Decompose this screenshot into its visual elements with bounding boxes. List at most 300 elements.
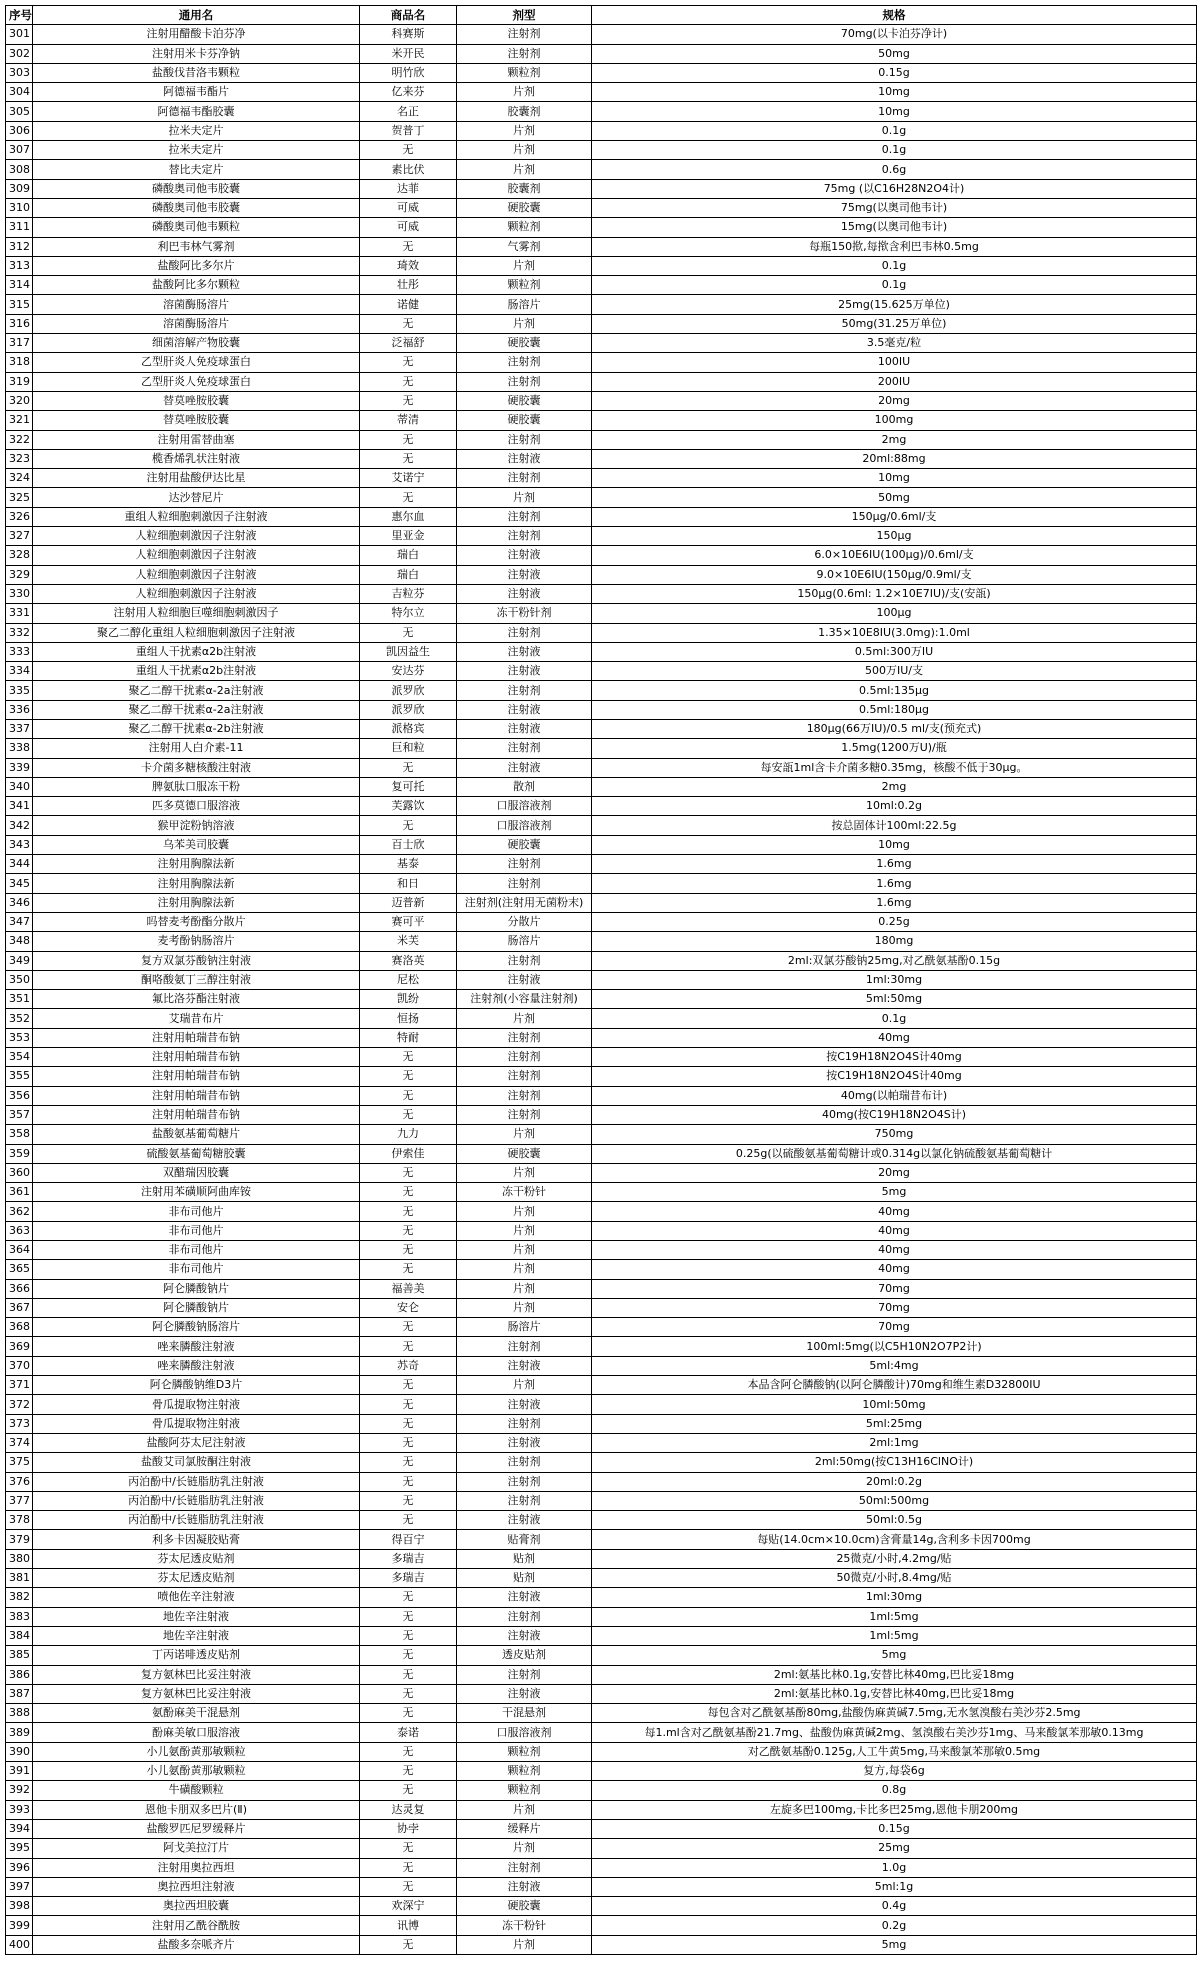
generic-name-cell: 替莫唑胺胶囊 (33, 411, 360, 430)
specification-cell: 10ml:50mg (592, 1395, 1197, 1414)
generic-name-cell: 地佐辛注射液 (33, 1607, 360, 1626)
dosage-form-cell: 颗粒剂 (457, 218, 592, 237)
table-row (6, 1665, 1197, 1684)
table-row (6, 527, 1197, 546)
table-row (6, 816, 1197, 835)
spreadsheet (5, 5, 1197, 1955)
brand-name-cell: 无 (360, 1376, 457, 1395)
generic-name-cell: 氟比洛芬酯注射液 (33, 990, 360, 1009)
specification-cell: 50mg(31.25万单位) (592, 314, 1197, 333)
table-row (6, 1028, 1197, 1047)
generic-name-cell: 注射用胸腺法新 (33, 855, 360, 874)
table-row (6, 584, 1197, 603)
specification-cell: 5ml:1g (592, 1877, 1197, 1896)
generic-name-cell: 乌苯美司胶囊 (33, 835, 360, 854)
serial-number-cell: 326 (6, 507, 33, 526)
table-row (6, 1819, 1197, 1838)
serial-number-cell: 331 (6, 604, 33, 623)
specification-cell: 50ml:0.5g (592, 1511, 1197, 1530)
specification-cell: 每瓶150揿,每揿含利巴韦林0.5mg (592, 237, 1197, 256)
dosage-form-cell: 硬胶囊 (457, 198, 592, 217)
generic-name-cell: 丙泊酚中/长链脂肪乳注射液 (33, 1491, 360, 1510)
serial-number-cell: 335 (6, 681, 33, 700)
specification-cell: 50微克/小时,8.4mg/贴 (592, 1569, 1197, 1588)
serial-number-cell: 349 (6, 951, 33, 970)
brand-name-cell: 米芙 (360, 932, 457, 951)
specification-cell: 25微克/小时,4.2mg/贴 (592, 1549, 1197, 1568)
table-row (6, 25, 1197, 44)
brand-name-cell: 无 (360, 391, 457, 410)
serial-number-cell: 398 (6, 1897, 33, 1916)
table-row (6, 507, 1197, 526)
brand-name-cell: 蒂清 (360, 411, 457, 430)
table-row (6, 1067, 1197, 1086)
serial-number-cell: 324 (6, 469, 33, 488)
dosage-form-cell: 片剂 (457, 83, 592, 102)
specification-cell: 1ml:5mg (592, 1607, 1197, 1626)
brand-name-cell: 安仑 (360, 1298, 457, 1317)
table-row (6, 1781, 1197, 1800)
generic-name-cell: 匹多莫德口服溶液 (33, 797, 360, 816)
specification-cell: 每包含对乙酰氨基酚80mg,盐酸伪麻黄碱7.5mg,无水氢溴酸右美沙芬2.5mg (592, 1704, 1197, 1723)
specification-cell: 40mg(以帕瑞昔布计) (592, 1086, 1197, 1105)
specification-cell: 按总固体计100ml:22.5g (592, 816, 1197, 835)
serial-number-cell: 378 (6, 1511, 33, 1530)
table-row (6, 1684, 1197, 1703)
brand-name-cell: 特尔立 (360, 604, 457, 623)
generic-name-cell: 小儿氨酚黄那敏颗粒 (33, 1762, 360, 1781)
table-row (6, 1723, 1197, 1742)
specification-cell: 按C19H18N2O4S计40mg (592, 1067, 1197, 1086)
brand-name-cell: 无 (360, 1260, 457, 1279)
generic-name-cell: 丁丙诺啡透皮贴剂 (33, 1646, 360, 1665)
brand-name-cell: 无 (360, 1183, 457, 1202)
table-row (6, 1511, 1197, 1530)
brand-name-cell: 讯博 (360, 1916, 457, 1935)
generic-name-cell: 注射用帕瑞昔布钠 (33, 1086, 360, 1105)
specification-cell: 0.15g (592, 63, 1197, 82)
generic-name-cell: 猴甲淀粉钠溶液 (33, 816, 360, 835)
dosage-form-cell: 注射剂 (457, 739, 592, 758)
specification-cell: 100ml:5mg(以C5H10N2O7P2计) (592, 1337, 1197, 1356)
generic-name-cell: 盐酸伐昔洛韦颗粒 (33, 63, 360, 82)
dosage-form-cell: 贴膏剂 (457, 1530, 592, 1549)
table-row (6, 488, 1197, 507)
dosage-form-cell: 硬胶囊 (457, 1897, 592, 1916)
dosage-form-cell: 胶囊剂 (457, 102, 592, 121)
serial-number-cell: 391 (6, 1762, 33, 1781)
specification-cell: 1.6mg (592, 893, 1197, 912)
header-generic-name: 通用名 (33, 6, 360, 25)
generic-name-cell: 盐酸艾司氯胺酮注射液 (33, 1453, 360, 1472)
brand-name-cell: 无 (360, 816, 457, 835)
table-row (6, 218, 1197, 237)
generic-name-cell: 复方氨林巴比妥注射液 (33, 1665, 360, 1684)
serial-number-cell: 345 (6, 874, 33, 893)
serial-number-cell: 365 (6, 1260, 33, 1279)
generic-name-cell: 牛磺酸颗粒 (33, 1781, 360, 1800)
table-row (6, 1549, 1197, 1568)
header-row (6, 6, 1197, 25)
dosage-form-cell: 硬胶囊 (457, 835, 592, 854)
serial-number-cell: 397 (6, 1877, 33, 1896)
serial-number-cell: 348 (6, 932, 33, 951)
dosage-form-cell: 注射剂 (457, 1028, 592, 1047)
generic-name-cell: 丙泊酚中/长链脂肪乳注射液 (33, 1511, 360, 1530)
table-row (6, 314, 1197, 333)
generic-name-cell: 吗替麦考酚酯分散片 (33, 912, 360, 931)
dosage-form-cell: 硬胶囊 (457, 411, 592, 430)
serial-number-cell: 355 (6, 1067, 33, 1086)
serial-number-cell: 319 (6, 372, 33, 391)
specification-cell: 100μg (592, 604, 1197, 623)
generic-name-cell: 替莫唑胺胶囊 (33, 391, 360, 410)
serial-number-cell: 330 (6, 584, 33, 603)
serial-number-cell: 304 (6, 83, 33, 102)
table-row (6, 642, 1197, 661)
serial-number-cell: 302 (6, 44, 33, 63)
specification-cell: 20ml:88mg (592, 449, 1197, 468)
specification-cell: 40mg (592, 1028, 1197, 1047)
generic-name-cell: 注射用苯磺顺阿曲库铵 (33, 1183, 360, 1202)
specification-cell: 复方,每袋6g (592, 1762, 1197, 1781)
brand-name-cell: 明竹欣 (360, 63, 457, 82)
table-row (6, 1202, 1197, 1221)
generic-name-cell: 注射用奥拉西坦 (33, 1858, 360, 1877)
table-row (6, 179, 1197, 198)
table-row (6, 1646, 1197, 1665)
generic-name-cell: 盐酸多奈哌齐片 (33, 1935, 360, 1954)
brand-name-cell: 得百宁 (360, 1530, 457, 1549)
brand-name-cell: 可威 (360, 218, 457, 237)
table-row (6, 1298, 1197, 1317)
table-row (6, 1086, 1197, 1105)
serial-number-cell: 306 (6, 121, 33, 140)
serial-number-cell: 390 (6, 1742, 33, 1761)
dosage-form-cell: 注射液 (457, 1588, 592, 1607)
specification-cell: 5mg (592, 1646, 1197, 1665)
dosage-form-cell: 注射剂 (457, 372, 592, 391)
serial-number-cell: 366 (6, 1279, 33, 1298)
specification-cell: 50mg (592, 488, 1197, 507)
dosage-form-cell: 颗粒剂 (457, 276, 592, 295)
specification-cell: 每贴(14.0cm×10.0cm)含膏量14g,含利多卡因700mg (592, 1530, 1197, 1549)
generic-name-cell: 阿德福韦酯胶囊 (33, 102, 360, 121)
dosage-form-cell: 注射剂(小容量注射剂) (457, 990, 592, 1009)
serial-number-cell: 356 (6, 1086, 33, 1105)
generic-name-cell: 注射用醋酸卡泊芬净 (33, 25, 360, 44)
specification-cell: 75mg(以奥司他韦计) (592, 198, 1197, 217)
specification-cell: 70mg (592, 1279, 1197, 1298)
serial-number-cell: 372 (6, 1395, 33, 1414)
brand-name-cell: 贺普丁 (360, 121, 457, 140)
table-row (6, 662, 1197, 681)
brand-name-cell: 无 (360, 1762, 457, 1781)
brand-name-cell: 派罗欣 (360, 700, 457, 719)
serial-number-cell: 339 (6, 758, 33, 777)
dosage-form-cell: 片剂 (457, 488, 592, 507)
dosage-form-cell: 片剂 (457, 1125, 592, 1144)
dosage-form-cell: 冻干粉针 (457, 1916, 592, 1935)
dosage-form-cell: 片剂 (457, 1241, 592, 1260)
generic-name-cell: 聚乙二醇化重组人粒细胞刺激因子注射液 (33, 623, 360, 642)
generic-name-cell: 酮咯酸氨丁三醇注射液 (33, 970, 360, 989)
specification-cell: 0.5ml:180μg (592, 700, 1197, 719)
serial-number-cell: 377 (6, 1491, 33, 1510)
generic-name-cell: 聚乙二醇干扰素α-2a注射液 (33, 700, 360, 719)
table-row (6, 102, 1197, 121)
specification-cell: 750mg (592, 1125, 1197, 1144)
generic-name-cell: 注射用帕瑞昔布钠 (33, 1105, 360, 1124)
brand-name-cell: 无 (360, 1935, 457, 1954)
serial-number-cell: 316 (6, 314, 33, 333)
brand-name-cell: 无 (360, 1607, 457, 1626)
brand-name-cell: 无 (360, 1202, 457, 1221)
specification-cell: 每安瓿1ml含卡介菌多糖0.35mg，核酸不低于30μg。 (592, 758, 1197, 777)
brand-name-cell: 无 (360, 1704, 457, 1723)
table-row (6, 1009, 1197, 1028)
generic-name-cell: 阿仑膦酸钠片 (33, 1298, 360, 1317)
dosage-form-cell: 胶囊剂 (457, 179, 592, 198)
table-row (6, 1414, 1197, 1433)
specification-cell: 0.1g (592, 1009, 1197, 1028)
brand-name-cell: 无 (360, 353, 457, 372)
brand-name-cell: 科赛斯 (360, 25, 457, 44)
brand-name-cell: 凯纷 (360, 990, 457, 1009)
brand-name-cell: 安达芬 (360, 662, 457, 681)
table-row (6, 1839, 1197, 1858)
table-row (6, 1395, 1197, 1414)
brand-name-cell: 无 (360, 372, 457, 391)
brand-name-cell: 无 (360, 430, 457, 449)
generic-name-cell: 注射用乙酰谷酰胺 (33, 1916, 360, 1935)
specification-cell: 10ml:0.2g (592, 797, 1197, 816)
table-row (6, 295, 1197, 314)
specification-cell: 180μg(66万IU)/0.5 ml/支(预充式) (592, 719, 1197, 738)
generic-name-cell: 注射用雷替曲塞 (33, 430, 360, 449)
serial-number-cell: 380 (6, 1549, 33, 1568)
serial-number-cell: 307 (6, 141, 33, 160)
brand-name-cell: 凯因益生 (360, 642, 457, 661)
brand-name-cell: 复可托 (360, 777, 457, 796)
dosage-form-cell: 注射液 (457, 449, 592, 468)
generic-name-cell: 注射用盐酸伊达比星 (33, 469, 360, 488)
brand-name-cell: 基泰 (360, 855, 457, 874)
dosage-form-cell: 注射剂 (457, 1491, 592, 1510)
dosage-form-cell: 注射剂 (457, 1472, 592, 1491)
dosage-form-cell: 片剂 (457, 1935, 592, 1954)
dosage-form-cell: 注射剂 (457, 1607, 592, 1626)
specification-cell: 1ml:30mg (592, 970, 1197, 989)
serial-number-cell: 375 (6, 1453, 33, 1472)
generic-name-cell: 人粒细胞刺激因子注射液 (33, 584, 360, 603)
dosage-form-cell: 硬胶囊 (457, 334, 592, 353)
serial-number-cell: 336 (6, 700, 33, 719)
serial-number-cell: 312 (6, 237, 33, 256)
specification-cell: 0.1g (592, 121, 1197, 140)
specification-cell: 2ml:1mg (592, 1433, 1197, 1452)
dosage-form-cell: 肠溶片 (457, 295, 592, 314)
serial-number-cell: 318 (6, 353, 33, 372)
serial-number-cell: 379 (6, 1530, 33, 1549)
specification-cell: 10mg (592, 835, 1197, 854)
dosage-form-cell: 片剂 (457, 1009, 592, 1028)
generic-name-cell: 人粒细胞刺激因子注射液 (33, 565, 360, 584)
dosage-form-cell: 颗粒剂 (457, 1762, 592, 1781)
generic-name-cell: 芬太尼透皮贴剂 (33, 1569, 360, 1588)
table-row (6, 1588, 1197, 1607)
serial-number-cell: 323 (6, 449, 33, 468)
serial-number-cell: 399 (6, 1916, 33, 1935)
table-row (6, 1048, 1197, 1067)
brand-name-cell: 无 (360, 1433, 457, 1452)
brand-name-cell: 无 (360, 237, 457, 256)
brand-name-cell: 无 (360, 1781, 457, 1800)
generic-name-cell: 人粒细胞刺激因子注射液 (33, 527, 360, 546)
serial-number-cell: 370 (6, 1356, 33, 1375)
brand-name-cell: 无 (360, 1105, 457, 1124)
brand-name-cell: 百士欣 (360, 835, 457, 854)
serial-number-cell: 376 (6, 1472, 33, 1491)
table-row (6, 1125, 1197, 1144)
brand-name-cell: 无 (360, 623, 457, 642)
table-row (6, 276, 1197, 295)
brand-name-cell: 无 (360, 1318, 457, 1337)
specification-cell: 0.25g(以硫酸氨基葡萄糖计或0.314g以氯化钠硫酸氨基葡萄糖计 (592, 1144, 1197, 1163)
dosage-form-cell: 贴剂 (457, 1569, 592, 1588)
table-row (6, 970, 1197, 989)
dosage-form-cell: 注射剂 (457, 681, 592, 700)
generic-name-cell: 聚乙二醇干扰素α-2b注射液 (33, 719, 360, 738)
dosage-form-cell: 注射剂 (457, 874, 592, 893)
dosage-form-cell: 片剂 (457, 141, 592, 160)
dosage-form-cell: 注射剂 (457, 1048, 592, 1067)
dosage-form-cell: 片剂 (457, 121, 592, 140)
table-row (6, 160, 1197, 179)
generic-name-cell: 双醋瑞因胶囊 (33, 1163, 360, 1182)
brand-name-cell: 艾诺宁 (360, 469, 457, 488)
brand-name-cell: 无 (360, 449, 457, 468)
generic-name-cell: 替比夫定片 (33, 160, 360, 179)
table-row (6, 1260, 1197, 1279)
dosage-form-cell: 肠溶片 (457, 1318, 592, 1337)
table-row (6, 604, 1197, 623)
specification-cell: 25mg(15.625万单位) (592, 295, 1197, 314)
generic-name-cell: 细菌溶解产物胶囊 (33, 334, 360, 353)
brand-name-cell: 素比伏 (360, 160, 457, 179)
specification-cell: 5mg (592, 1935, 1197, 1954)
table-row (6, 1472, 1197, 1491)
generic-name-cell: 重组人干扰素α2b注射液 (33, 642, 360, 661)
serial-number-cell: 329 (6, 565, 33, 584)
brand-name-cell: 多瑞吉 (360, 1549, 457, 1568)
brand-name-cell: 达菲 (360, 179, 457, 198)
serial-number-cell: 344 (6, 855, 33, 874)
table-row (6, 44, 1197, 63)
table-body (6, 25, 1197, 1955)
brand-name-cell: 亿来芬 (360, 83, 457, 102)
serial-number-cell: 315 (6, 295, 33, 314)
brand-name-cell: 名正 (360, 102, 457, 121)
generic-name-cell: 乙型肝炎人免疫球蛋白 (33, 372, 360, 391)
brand-name-cell: 米开民 (360, 44, 457, 63)
dosage-form-cell: 肠溶片 (457, 932, 592, 951)
specification-cell: 3.5毫克/粒 (592, 334, 1197, 353)
serial-number-cell: 369 (6, 1337, 33, 1356)
serial-number-cell: 303 (6, 63, 33, 82)
brand-name-cell: 无 (360, 314, 457, 333)
serial-number-cell: 347 (6, 912, 33, 931)
dosage-form-cell: 片剂 (457, 1260, 592, 1279)
serial-number-cell: 321 (6, 411, 33, 430)
generic-name-cell: 重组人干扰素α2b注射液 (33, 662, 360, 681)
table-row (6, 1916, 1197, 1935)
brand-name-cell: 巨和粒 (360, 739, 457, 758)
brand-name-cell: 琦效 (360, 256, 457, 275)
table-row (6, 623, 1197, 642)
brand-name-cell: 无 (360, 1395, 457, 1414)
dosage-form-cell: 口服溶液剂 (457, 797, 592, 816)
table-row (6, 1318, 1197, 1337)
dosage-form-cell: 片剂 (457, 160, 592, 179)
dosage-form-cell: 注射液 (457, 662, 592, 681)
specification-cell: 0.25g (592, 912, 1197, 931)
serial-number-cell: 363 (6, 1221, 33, 1240)
brand-name-cell: 伊索佳 (360, 1144, 457, 1163)
dosage-form-cell: 片剂 (457, 1202, 592, 1221)
dosage-form-cell: 片剂 (457, 1298, 592, 1317)
dosage-form-cell: 注射液 (457, 1395, 592, 1414)
generic-name-cell: 注射用人白介素-11 (33, 739, 360, 758)
table-row (6, 353, 1197, 372)
table-row (6, 469, 1197, 488)
generic-name-cell: 注射用帕瑞昔布钠 (33, 1048, 360, 1067)
specification-cell: 5mg (592, 1183, 1197, 1202)
dosage-form-cell: 片剂 (457, 1839, 592, 1858)
table-row (6, 1105, 1197, 1124)
table-row (6, 1221, 1197, 1240)
table-row (6, 719, 1197, 738)
dosage-form-cell: 冻干粉针剂 (457, 604, 592, 623)
serial-number-cell: 314 (6, 276, 33, 295)
serial-number-cell: 373 (6, 1414, 33, 1433)
table-row (6, 777, 1197, 796)
specification-cell: 50ml:500mg (592, 1491, 1197, 1510)
header-brand-name: 商品名 (360, 6, 457, 25)
table-row (6, 700, 1197, 719)
generic-name-cell: 注射用胸腺法新 (33, 874, 360, 893)
brand-name-cell: 无 (360, 1588, 457, 1607)
specification-cell: 100IU (592, 353, 1197, 372)
dosage-form-cell: 片剂 (457, 1376, 592, 1395)
specification-cell: 2ml:50mg(按C13H16ClNO计) (592, 1453, 1197, 1472)
brand-name-cell: 可威 (360, 198, 457, 217)
brand-name-cell: 泰诺 (360, 1723, 457, 1742)
dosage-form-cell: 注射剂 (457, 1067, 592, 1086)
brand-name-cell: 无 (360, 1414, 457, 1433)
table-row (6, 1279, 1197, 1298)
serial-number-cell: 338 (6, 739, 33, 758)
table-row (6, 141, 1197, 160)
dosage-form-cell: 注射液 (457, 546, 592, 565)
table-row (6, 1897, 1197, 1916)
specification-cell: 500万IU/支 (592, 662, 1197, 681)
table-row (6, 430, 1197, 449)
dosage-form-cell: 片剂 (457, 1800, 592, 1819)
serial-number-cell: 328 (6, 546, 33, 565)
generic-name-cell: 重组人粒细胞刺激因子注射液 (33, 507, 360, 526)
table-row (6, 835, 1197, 854)
